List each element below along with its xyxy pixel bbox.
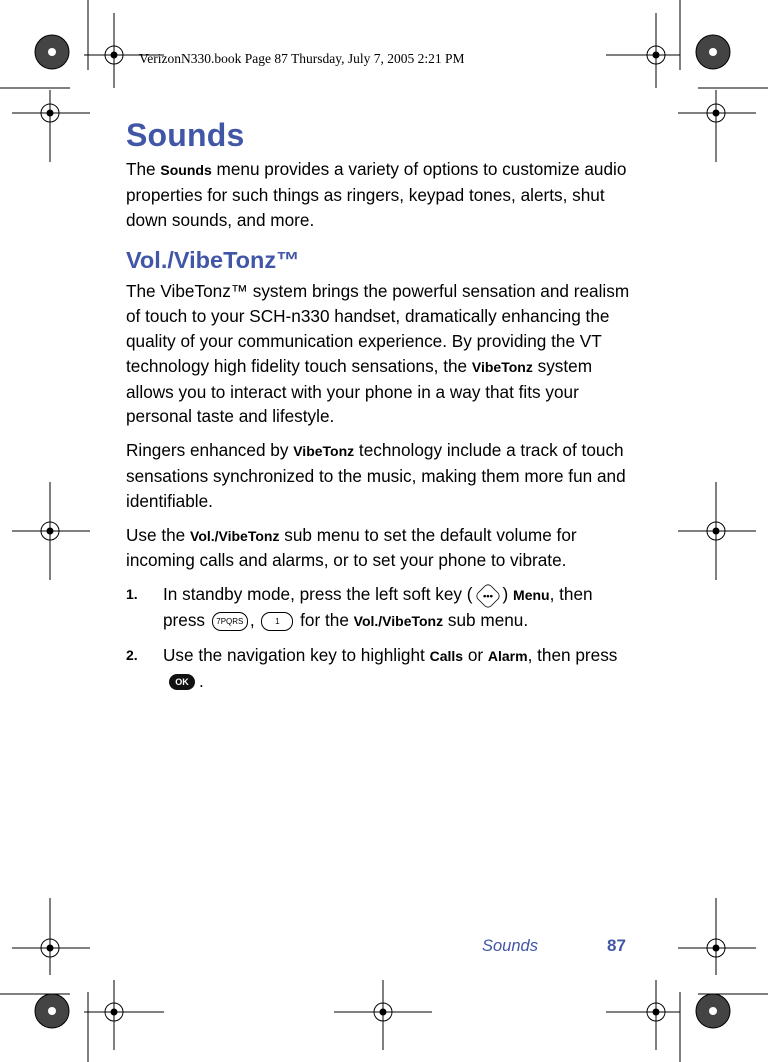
target-right-middle (678, 482, 756, 580)
starburst-top-right (696, 35, 730, 69)
step-1: 1. In standby mode, press the left soft key ( ••• ) Menu, then press 7PQRS , 1 for the Vol./VibeTonz sub menu. (126, 582, 636, 634)
ok-key-icon: OK (169, 674, 195, 690)
target-right-lower (678, 898, 756, 975)
starburst-top-left (35, 35, 69, 69)
target-left-upper (12, 90, 90, 162)
key-7-icon: 7PQRS (212, 612, 248, 631)
intro-paragraph: The Sounds menu provides a variety of options to customize audio properties for such things as ringers, keypad tones, alerts, shut down sounds, and more. (126, 159, 627, 230)
key-1-icon: 1 (261, 612, 293, 631)
target-top-right (606, 13, 680, 88)
book-stamp: VerizonN330.book Page 87 Thursday, July 7, 2005 2:21 PM (139, 51, 465, 66)
step-2: 2. Use the navigation key to highlight Calls or Alarm, then pressOK . (126, 644, 618, 691)
target-bottom-left (84, 980, 164, 1050)
step-number: 2. (126, 646, 138, 663)
left-soft-key-icon: ••• (474, 582, 501, 609)
keyword: VibeTonz (471, 358, 533, 375)
target-bottom-center (334, 980, 432, 1050)
keyword: Vol./VibeTonz (353, 612, 444, 629)
target-left-middle (12, 482, 90, 580)
paragraph-submenu: Use the Vol./VibeTonz sub menu to set the default volume for incoming calls and alarms, or to set your phone to vibrate. (126, 524, 577, 571)
footer-section-name: Sounds (482, 937, 538, 955)
paragraph-ringers: Ringers enhanced by VibeTonz technology include a track of touch sensations synchronized to the music, making them more fun and identifiable. (126, 440, 626, 511)
target-left-lower (12, 898, 90, 975)
keyword: Calls (429, 647, 464, 664)
section-title: Vol./VibeTonz™ (126, 247, 300, 274)
starburst-bottom-right (696, 994, 730, 1028)
target-bottom-right (606, 980, 680, 1050)
page-title: Sounds (126, 117, 245, 153)
menu-keyword: Sounds (160, 162, 212, 178)
target-right-upper (678, 90, 756, 162)
keyword: VibeTonz (293, 443, 355, 460)
page-content (126, 113, 636, 702)
starburst-bottom-left (35, 994, 69, 1028)
keyword: Menu (513, 587, 550, 604)
keyword: Vol./VibeTonz (190, 527, 280, 544)
page-number: 87 (607, 936, 626, 955)
keyword: Alarm (487, 647, 528, 664)
step-number: 1. (126, 586, 138, 603)
paragraph-vibetonz-system: The VibeTonz™ system brings the powerful sensation and realism of touch to your SCH-n330 handset, dramatically enhancing the quality of your communication experience. By providing the VT technology high fidelity touch sensations, the VibeTonz system allows you to interact with your phone in a way that fits your personal taste and lifestyle. (126, 281, 630, 427)
